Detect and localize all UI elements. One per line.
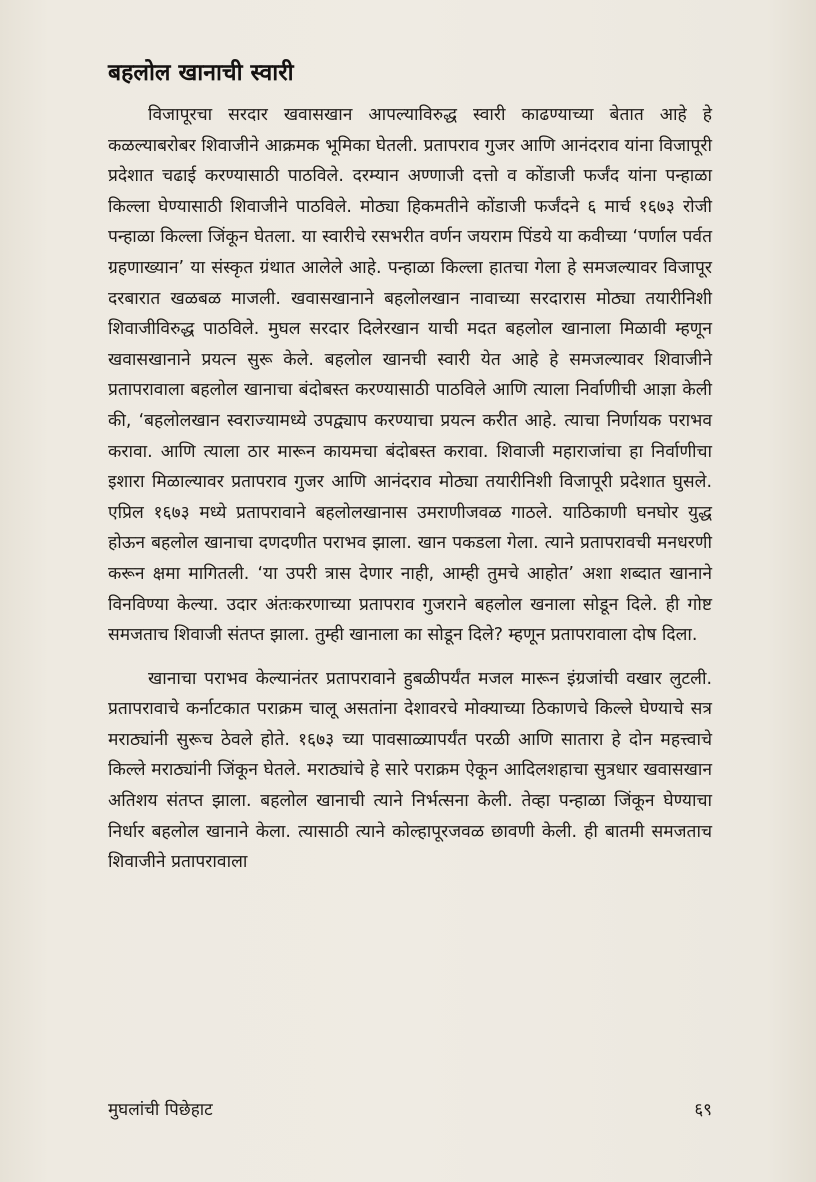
section-heading: बहलोल खानाची स्वारी: [108, 60, 294, 86]
page-number: ६९: [694, 1099, 712, 1120]
running-footer-title: मुघलांची पिछेहाट: [108, 1099, 213, 1120]
paragraph-2: खानाचा पराभव केल्यानंतर प्रतापरावाने हुबळीपर्यंत मजल मारून इंग्रजांची वखार लुटली. प्रतापरावाचे कर्नाटकात पराक्रम चालू असतांना देशावरचे मोक्याच्या ठिकाणचे किल्ले घेण्याचे सत्र मराठ्यांनी सुरूच ठेवले होते. १६७३ च्या पावसाळ्यापर्यंत परळी आणि सातारा हे दोन महत्त्वाचे किल्ले मराठ्यांनी जिंकून घेतले. मराठ्यांचे हे सारे पराक्रम ऐकून आदिलशहाचा सुत्रधार खवासखान अतिशय संतप्त झाला. बहलोल खानाची त्याने निर्भत्सना केली. तेव्हा पन्हाळा जिंकून घेण्याचा निर्धार बहलोल खानाने केला. त्यासाठी त्याने कोल्हापूरजवळ छावणी केली. ही बातमी समजताच शिवाजीने प्रतापरावाला: [108, 668, 712, 873]
page-content: [108, 56, 712, 878]
page-footer: [108, 1093, 712, 1123]
paragraph-1: विजापूरचा सरदार खवासखान आपल्याविरुद्ध स्वारी काढण्याच्या बेतात आहे हे कळल्याबरोबर शिवाजीने आक्रमक भूमिका घेतली. प्रतापराव गुजर आणि आनंदराव यांना विजापूरी प्रदेशात चढाई करण्यासाठी पाठविले. दरम्यान अण्णाजी दत्तो व कोंडाजी फर्जंद यांना पन्हाळा किल्ला घेण्यासाठी शिवाजीने पाठविले. मोठ्या हिकमतीने कोंडाजी फर्जंदने ६ मार्च १६७३ रोजी पन्हाळा किल्ला जिंकून घेतला. या स्वारीचे रसभरीत वर्णन जयराम पिंडये या कवीच्या ‘पर्णाल पर्वत ग्रहणाख्यान’ या संस्कृत ग्रंथात आलेले आहे. पन्हाळा किल्ला हातचा गेला हे समजल्यावर विजापूर दरबारात खळबळ माजली. खवासखानाने बहलोलखान नावाच्या सरदारास मोठ्या तयारीनिशी शिवाजीविरुद्ध पाठविले. मुघल सरदार दिलेरखान याची मदत बहलोल खानाला मिळावी म्हणून खवासखानाने प्रयत्न सुरू केले. बहलोल खानची स्वारी येत आहे हे समजल्यावर शिवाजीने प्रतापरावाला बहलोल खानाचा बंदोबस्त करण्यासाठी पाठविले आणि त्याला निर्वाणीची आज्ञा केली की, ‘बहलोलखान स्वराज्यामध्ये उपद्व्याप करण्याचा प्रयत्न करीत आहे. त्याचा निर्णायक पराभव करावा. आणि त्याला ठार मारून कायमचा बंदोबस्त करावा. शिवाजी महाराजांचा हा निर्वाणीचा इशारा मिळाल्यावर प्रतापराव गुजर आणि आनंदराव मोठ्या तयारीनिशी विजापूरी प्रदेशात घुसले. एप्रिल १६७३ मध्ये प्रतापरावाने बहलोलखानास उमराणीजवळ गाठले. याठिकाणी घनघोर युद्ध होऊन बहलोल खानाचा दणदणीत पराभव झाला. खान पकडला गेला. त्याने प्रतापरावची मनधरणी करून क्षमा मागितली. ‘या उपरी त्रास देणार नाही, आम्ही तुमचे आहोत’ अशा शब्दात खानाने विनविण्या केल्या. उदार अंतःकरणाच्या प्रतापराव गुजराने बहलोल खनाला सोडून दिले. ही गोष्ट समजताच शिवाजी संतप्त झाला. तुम्ही खानाला का सोडून दिले? म्हणून प्रतापरावाला दोष दिला.: [108, 105, 712, 646]
